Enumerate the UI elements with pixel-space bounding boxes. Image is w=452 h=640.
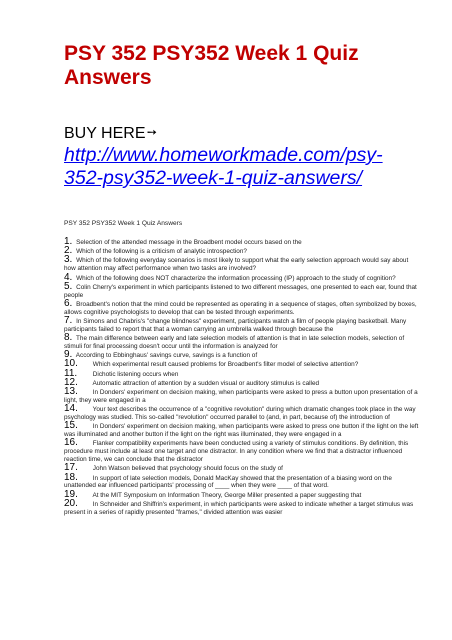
question-item: [64, 271, 420, 283]
document-subtitle: PSY 352 PSY352 Week 1 Quiz Answers: [64, 220, 183, 227]
question-number: 9.: [64, 349, 73, 361]
question-item: [64, 471, 420, 491]
question-item: [64, 497, 420, 517]
question-item: [64, 314, 420, 334]
question-text: John Watson believed that psychology should focus on the study of: [92, 465, 283, 473]
question-text: Selection of the attended message in the Broadbent model occurs based on the: [76, 239, 302, 246]
question-item: [64, 247, 420, 256]
question-number: 1.: [64, 236, 73, 247]
question-text: Colin Cherry's experiment in which participants listened to two different messages, one presented to each ear, found that people: [64, 283, 417, 299]
buy-here-line: [64, 123, 420, 143]
question-number: 13.: [64, 385, 78, 397]
question-number: 16.: [64, 437, 78, 449]
question-list: [64, 238, 420, 517]
question-item: [64, 297, 420, 317]
diagonal-arrow-icon: ➘: [142, 123, 160, 141]
question-text: In Simons and Chabris's "change blindness" experiment, participants watch a film of people playing basketball. Many participants failed to report that that a woman carrying an umbrella walked through because the: [64, 317, 407, 333]
question-number: 4.: [64, 271, 73, 283]
product-link[interactable]: http://www.homeworkmade.com/psy-352-psy352-week-1-quiz-answers/: [64, 144, 383, 189]
question-text: Flanker compatibility experiments have been conducted using a variety of stimulus conditions. By definition, this procedure must include at least one target and one distractor. In any condition where we find that a distractor influenced reaction time, we can conclude that the distractor: [64, 440, 409, 464]
question-item: [64, 488, 420, 500]
question-text: Your text describes the occurrence of a "cognitive revolution" during which dramatic changes took place in the way psychology was studied. This so-called "revolution" occurred parallel to (and, in part, because of) the introduction of: [64, 406, 416, 421]
question-item: [64, 464, 420, 473]
question-text: Broadbent's notion that the mind could be represented as operating in a sequence of stages, often symbolized by boxes, allows cognitive psychologists to develop that can be tested through experiments.: [64, 300, 417, 316]
question-item: [64, 376, 420, 388]
question-item: [64, 280, 420, 300]
question-number: 17.: [64, 462, 78, 474]
question-number: 19.: [64, 488, 78, 500]
question-item: [64, 405, 420, 422]
question-number: 8.: [64, 332, 73, 344]
question-item: [64, 238, 420, 247]
question-text: At the MIT Symposium on Information Theory, George Miller presented a paper suggesting that: [92, 491, 362, 499]
question-item: [64, 351, 420, 360]
question-text: Dichotic listening occurs when: [92, 370, 179, 378]
question-item: [64, 439, 420, 464]
question-text: According to Ebbinghaus' savings curve, savings is a function of: [75, 352, 258, 360]
document-page: [64, 42, 420, 517]
buy-here-label: BUY HERE: [64, 125, 146, 142]
question-number: 11.: [64, 367, 78, 379]
question-number: 2.: [64, 245, 73, 257]
question-text: In Donders' experiment on decision making, when participants were asked to press a button upon presentation of a light, they were engaged in a: [64, 388, 418, 404]
question-number: 5.: [64, 280, 73, 292]
question-number: 12.: [64, 376, 78, 388]
question-number: 10.: [64, 358, 78, 370]
question-text: Which of the following is a criticism of analytic introspection?: [76, 248, 247, 256]
question-number: 6.: [64, 297, 73, 309]
question-text: In Donders' experiment on decision making, when participants were asked to press one button if the light on the left was illuminated and another button if the light on the right was illuminated, they were engaged in a: [64, 423, 419, 439]
question-number: 7.: [64, 314, 73, 326]
question-number: 3.: [64, 254, 73, 266]
question-text: Which experimental result caused problems for Broadbent's filter model of selective attention?: [92, 361, 359, 369]
question-item: [64, 422, 420, 439]
question-item: [64, 367, 420, 379]
question-text: In Schneider and Shiffrin's experiment, in which participants were asked to indicate whether a target stimulus was present in a series of rapidly presented "frames," divided attention was easier: [64, 500, 414, 516]
question-number: 20.: [64, 497, 78, 509]
question-text: Which of the following everyday scenarios is most likely to support what the early selection approach would say about how attention may affect performance when two tasks are involved?: [64, 257, 409, 273]
question-item: [64, 385, 420, 405]
question-item: [64, 334, 420, 351]
document-title: PSY 352 PSY352 Week 1 Quiz Answers: [64, 42, 359, 89]
question-text: Which of the following does NOT characterize the information processing (IP) approach to the study of cognition?: [76, 274, 396, 282]
question-number: 18.: [64, 471, 78, 483]
question-number: 14.: [64, 403, 78, 415]
question-text: In support of late selection models, Donald MacKay showed that the presentation of a biasing word on the unattended ear influenced participants' processing of ____ when they were ____ of that word.: [64, 474, 392, 490]
question-number: 15.: [64, 420, 78, 432]
question-item: [64, 256, 420, 273]
question-text: Automatic attraction of attention by a sudden visual or auditory stimulus is called: [92, 379, 320, 387]
question-item: [64, 360, 420, 369]
question-text: The main difference between early and late selection models of attention is that in late selection models, selection of stimuli for final processing doesn't occur until the information is analyzed for: [64, 335, 405, 350]
